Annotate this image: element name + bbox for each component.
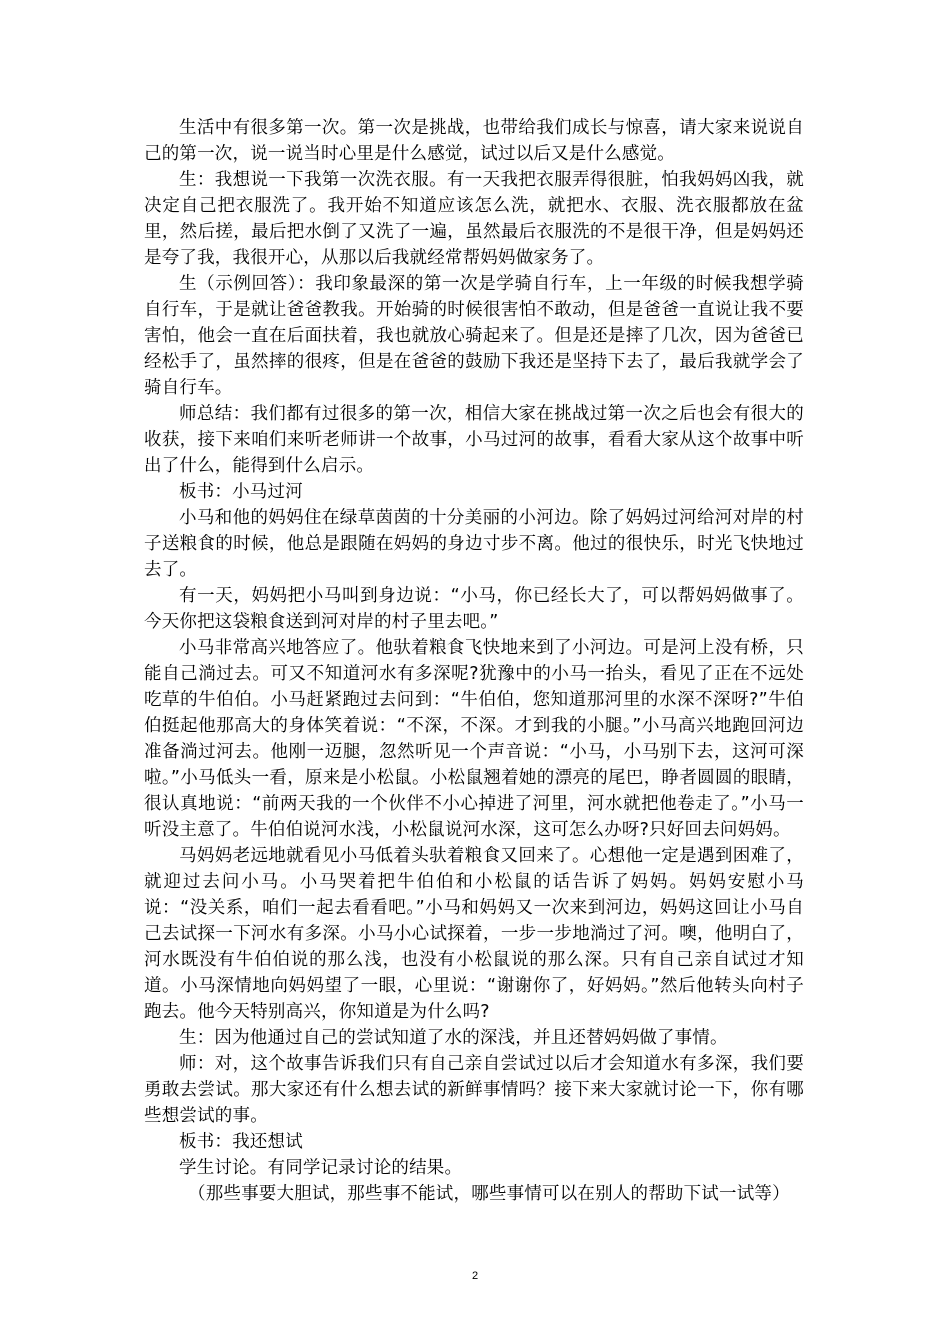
document-body: [144, 115, 804, 1207]
teacher-summary: 师总结：我们都有过很多的第一次，相信大家在挑战过第一次之后也会有很大的收获，接下来咱们来听老师讲一个故事，小马过河的故事，看看大家从这个故事中听出了什么，能得到什么启示。: [144, 404, 804, 476]
story-paragraph-4: 马妈妈老远地就看见小马低着头驮着粮食又回来了。心想他一定是遇到困难了，就迎过去问小马。小马哭着把牛伯伯和小松鼠的话告诉了妈妈。妈妈安慰小马说：“没关系，咱们一起去看看吧。”小马和妈妈又一次来到河边，妈妈这回让小马自己去试探一下河水有多深。小马小心试探着，一步一步地淌过了河。噢，他明白了，河水既没有牛伯伯说的那么浅，也没有小松鼠说的那么深。只有自己亲自试过才知道。小马深情地向妈妈望了一眼，心里说：“谢谢你了，好妈妈。”然后他转头向村子跑去。他今天特别高兴，你知道是为什么吗?: [144, 846, 804, 1022]
page-number: 2: [471, 1270, 479, 1282]
student-answer-washing: 生：我想说一下我第一次洗衣服。有一天我把衣服弄得很脏，怕我妈妈凶我，就决定自己把衣服洗了。我开始不知道应该怎么洗，就把水、衣服、洗衣服都放在盆里，然后搓，最后把水倒了又洗了一遍，虽然最后衣服洗的不是很干净，但是妈妈还是夸了我，我很开心，从那以后我就经常帮妈妈做家务了。: [144, 170, 804, 268]
story-paragraph-3: 小马非常高兴地答应了。他驮着粮食飞快地来到了小河边。可是河上没有桥，只能自己淌过去。可又不知道河水有多深呢?犹豫中的小马一抬头，看见了正在不远处吃草的牛伯伯。小马赶紧跑过去问到：“牛伯伯，您知道那河里的水深不深呀?”牛伯伯挺起他那高大的身体笑着说：“不深，不深。才到我的小腿。”小马高兴地跑回河边准备淌过河去。他刚一迈腿，忽然听见一个声音说：“小马，小马别下去，这河可深啦。”小马低头一看，原来是小松鼠。小松鼠翘着她的漂亮的尾巴，睁者圆圆的眼睛，很认真地说：“前两天我的一个伙伴不小心掉进了河里，河水就把他卷走了。”小马一听没主意了。牛伯伯说河水浅，小松鼠说河水深，这可怎么办呀?只好回去问妈妈。: [144, 638, 804, 840]
student-answer-bicycle: 生（示例回答）：我印象最深的第一次是学骑自行车，上一年级的时候我想学骑自行车，于是就让爸爸教我。开始骑的时候很害怕不敢动，但是爸爸一直说让我不要害怕，他会一直在后面扶着，我也就放心骑起来了。但是还是摔了几次，因为爸爸已经松手了，虽然摔的很疼，但是在爸爸的鼓励下我还是坚持下去了，最后我就学会了骑自行车。: [144, 274, 804, 398]
discussion-note: 学生讨论。有同学记录讨论的结果。: [179, 1158, 463, 1178]
blackboard-title-1: 板书：小马过河: [179, 482, 303, 502]
student-response: 生：因为他通过自己的尝试知道了水的深浅，并且还替妈妈做了事情。: [179, 1028, 728, 1048]
intro-paragraph: 生活中有很多第一次。第一次是挑战，也带给我们成长与惊喜，请大家来说说自己的第一次，说一说当时心里是什么感觉，试过以后又是什么感觉。: [144, 118, 804, 164]
story-paragraph-1: 小马和他的妈妈住在绿草茵茵的十分美丽的小河边。除了妈妈过河给河对岸的村子送粮食的时候，他总是跟随在妈妈的身边寸步不离。他过的很快乐，时光飞快地过去了。: [144, 508, 804, 580]
story-paragraph-2: 有一天，妈妈把小马叫到身边说：“小马，你已经长大了，可以帮妈妈做事了。今天你把这袋粮食送到河对岸的村子里去吧。”: [144, 586, 804, 632]
discussion-hint: （那些事要大胆试，那些事不能试，哪些事情可以在别人的帮助下试一试等）: [188, 1184, 790, 1204]
blackboard-title-2: 板书：我还想试: [179, 1132, 303, 1152]
teacher-response: 师：对，这个故事告诉我们只有自己亲自尝试过以后才会知道水有多深，我们要勇敢去尝试。那大家还有什么想去试的新鲜事情吗？接下来大家就讨论一下，你有哪些想尝试的事。: [144, 1054, 804, 1126]
